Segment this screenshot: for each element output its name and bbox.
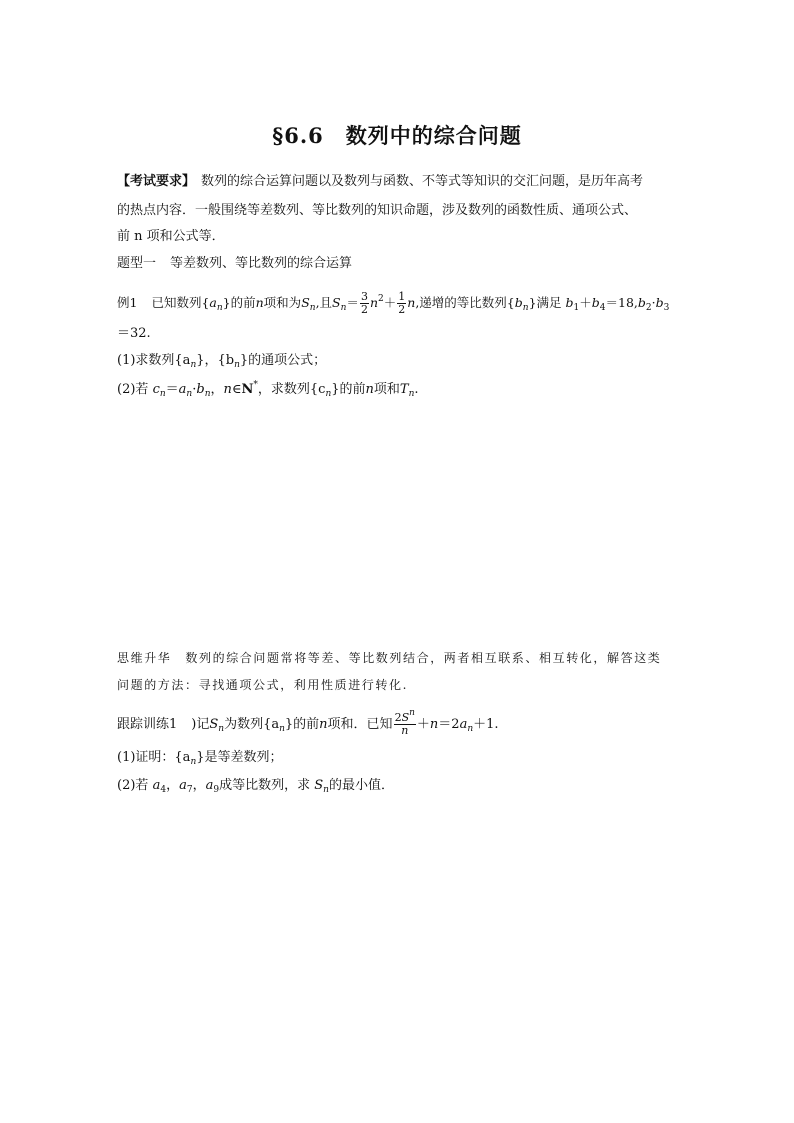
practice-1-question-1: (1)证明：$\{a_n\}$是等差数列； [117, 750, 283, 767]
section-number: §6.6 [272, 123, 324, 148]
example-1-line-2: ＝32. [117, 326, 151, 341]
example-1-line-1: 例1 已知数列$\{a_n\}$的前n项和为$S_n$,且$S_n=$ $\frac{3}{2}$ $n^2+$ $\frac{1}{2}$ n,递增的等比数列$\{b_n\}$满足 $b_1+b_4=18,b_2\cdot b_3$ [117, 290, 670, 316]
fraction-three-halves: $\frac{3}{2}$ [360, 290, 368, 316]
example-1-question-1: (1)求数列$\{a_n\}$，$\{b_n\}$的通项公式； [117, 353, 327, 370]
requirements-line-1: 【考试要求】 数列的综合运算问题以及数列与函数、不等式等知识的交汇问题，是历年高考 [117, 174, 644, 189]
summary-line-2: 问题的方法：寻找通项公式，利用性质进行转化. [117, 678, 409, 692]
requirements-label: 【考试要求】 [117, 174, 196, 189]
requirements-line-3: 前 n 项和公式等． [117, 229, 225, 244]
example-1-question-2: (2)若 $c_n=a_n\cdot b_n$，n∈N*，求数列$\{c_n\}$的前n项和$T_n$. [117, 380, 419, 399]
fraction-2sn-over-n: $\frac{2S^n}{n}$ [394, 708, 415, 737]
question-type-heading: 题型一 等差数列、等比数列的综合运算 [117, 256, 353, 271]
summary-line-1: 思维升华 数列的综合问题常将等差、等比数列结合，两者相互联系、相互转化，解答这类 [117, 651, 662, 665]
summary-label: 思维升华 [117, 651, 172, 665]
requirements-line-2: 的热点内容．一般围绕等差数列、等比数列的知识命题，涉及数列的函数性质、通项公式、 [117, 203, 638, 218]
fraction-one-half: $\frac{1}{2}$ [398, 290, 406, 316]
page-title [0, 120, 794, 150]
section-title: 数列中的综合问题 [345, 124, 522, 148]
practice-1-line-1: 跟踪训练1 )记$S_n$为数列$\{a_n\}$的前n项和．已知 $\frac{2S^n}{n}$ $+n=2a_n+1$. [117, 708, 499, 737]
example-label: 例1 [117, 295, 138, 310]
practice-label: 跟踪训练1 [117, 717, 178, 732]
practice-1-question-2: (2)若 $a_4$，$a_7$，$a_9$成等比数列，求 $S_n$的最小值． [117, 778, 394, 795]
